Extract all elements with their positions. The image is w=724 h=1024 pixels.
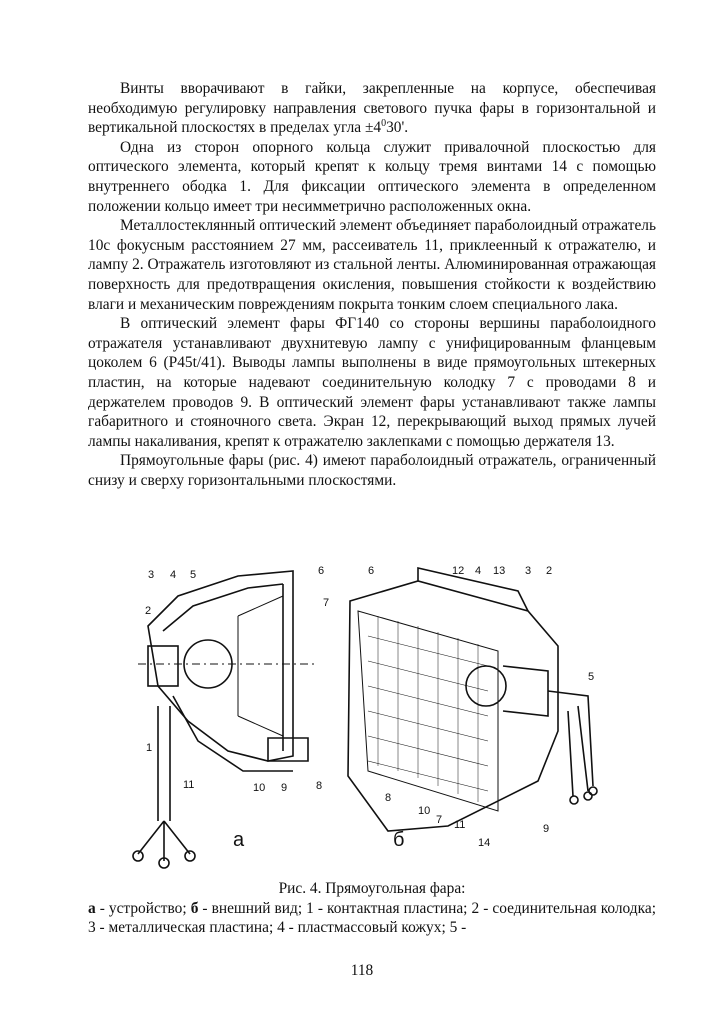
callout-a-4: 4 [170, 569, 177, 581]
callout-b-13: 13 [493, 565, 506, 577]
paragraph-5: Прямоугольные фары (рис. 4) имеют параболоидный отражатель, ограниченный снизу и сверху горизонтальными плоскостями. [88, 452, 656, 489]
callout-a-10: 10 [253, 782, 266, 794]
callout-a-8: 8 [316, 780, 323, 792]
callout-a-11: 11 [183, 779, 195, 791]
terminal-2-b [584, 792, 592, 800]
degree-superscript: 0 [381, 118, 387, 130]
callout-b-7: 7 [436, 814, 443, 826]
callouts-a [145, 565, 329, 851]
callouts-b [368, 565, 594, 851]
figure-label-b: б [393, 829, 405, 851]
lens-flutes-b [378, 616, 478, 802]
lamp-bulb-a [184, 640, 232, 688]
callout-b-11: 11 [454, 819, 466, 831]
callout-b-6: 6 [368, 565, 375, 577]
terminal-3-a [185, 851, 195, 861]
callout-a-1: 1 [146, 742, 153, 754]
caption-legend [88, 899, 656, 938]
lens-ribs-b [368, 636, 488, 791]
callout-b-8: 8 [385, 792, 392, 804]
legend-key-a: а [88, 899, 96, 917]
paragraph-1-text: Винты вворачивают в гайки, закрепленные на корпусе, обеспечивая необходимую регулировку направления светового пучка фары в горизонтальной и вертикальной плоскостях в пределах угла ±4 [88, 80, 656, 137]
terminal-1-b [589, 787, 597, 795]
paragraph-2: Одна из сторон опорного кольца служит привалочной плоскостью для оптического элемента, который крепят к кольцу тремя винтами 14 с помощью внутреннего ободка 1. Для фиксации оптического элемента в определенном положении кольцо имеет три несимметрично расположенных окна. [88, 138, 656, 215]
body-text [88, 79, 656, 490]
callout-b-14: 14 [478, 837, 491, 849]
drawing-a-section [133, 571, 318, 868]
figure-caption [88, 879, 656, 938]
legend-text-b: - внешний вид; 1 - контактная пластина; 2 - соединительная колодка; 3 - металлическая пластина; 4 - пластмассовый кожух; 5 - [88, 899, 656, 937]
lamp-bulb-b [466, 666, 506, 706]
housing-outline-b [348, 581, 558, 831]
callout-b-4: 4 [475, 565, 482, 577]
headlamp-drawing [118, 556, 618, 876]
headlamp-figure [118, 556, 618, 876]
caption-title: Рис. 4. Прямоугольная фара: [278, 880, 466, 897]
callout-b-12: 12 [452, 565, 465, 577]
wire-bundle-a [158, 706, 170, 821]
terminal-3-b [570, 796, 578, 804]
wires-b [548, 691, 593, 796]
callout-a-5: 5 [190, 569, 197, 581]
paragraph-4: В оптический элемент фары ФГ140 со стороны вершины параболоидного отражателя устанавливают двухнитевую лампу с унифицированным фланцевым цоколем 6 (Р45t/41). Выводы лампы выполнены в виде прямоугольных штекерных пластин, на которые надевают соединительную колодку 7 с проводами 8 и держателем проводов 9. В оптический элемент фары устанавливают также лампы габаритного и стояночного света. Экран 12, перекрывающий выход прямых лучей лампы накаливания, крепят к отражателю заклепками с помощью держателя 13. [88, 315, 656, 450]
wire-ends-a [138, 821, 190, 861]
callout-b-3: 3 [525, 565, 532, 577]
paragraph-1 [88, 79, 656, 138]
callout-a-3: 3 [148, 569, 155, 581]
callout-b-10: 10 [418, 805, 431, 817]
callout-a-7: 7 [323, 597, 330, 609]
reflector-rays-a [238, 596, 283, 736]
callout-b-5: 5 [588, 671, 595, 683]
callout-b-2: 2 [546, 565, 553, 577]
lens-outline-b [358, 611, 498, 811]
terminal-1-a [133, 851, 143, 861]
figure-label-a: а [233, 829, 245, 851]
paragraph-1-tail: 30'. [386, 119, 409, 137]
callout-b-9: 9 [543, 823, 550, 835]
callout-a-2: 2 [145, 605, 152, 617]
socket-b [503, 666, 548, 716]
page-number: 118 [350, 962, 374, 979]
callout-a-6: 6 [318, 565, 325, 577]
legend-text-a: - устройство; [95, 899, 191, 917]
reflector-top-a [163, 584, 283, 631]
legend-key-b: б [190, 899, 199, 917]
paragraph-3: Металлостеклянный оптический элемент объединяет параболоидный отражатель 10с фокусным расстоянием 27 мм, рассеиватель 11, приклеенный к отражателю, и лампу 2. Отражатель изготовляют из стальной ленты. Алюминированная отражающая поверхность для предотвращения окисления, повышения стойкости к воздействию влаги и механическим повреждениям покрыта тонким слоем специального лака. [88, 217, 656, 313]
callout-a-9: 9 [281, 782, 288, 794]
cover-top-b [418, 568, 528, 611]
